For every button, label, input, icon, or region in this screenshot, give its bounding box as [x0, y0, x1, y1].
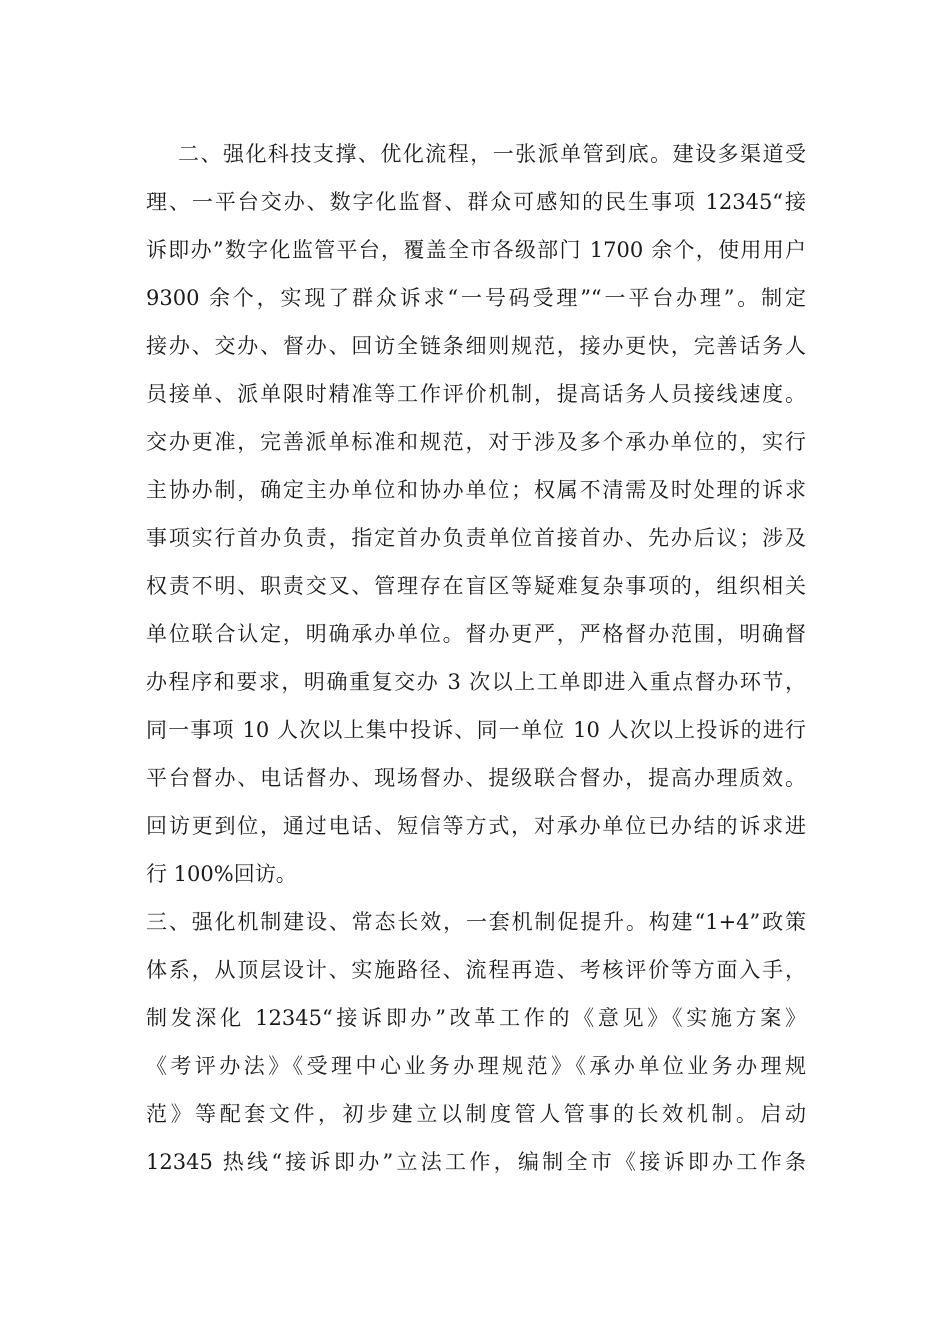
- paragraph-line: 9300 余个，实现了群众诉求“一号码受理”“一平台办理”。制定: [146, 286, 806, 310]
- paragraph-line: 12345 热线“接诉即办”立法工作，编制全市《接诉即办工作条: [146, 1150, 806, 1174]
- paragraph-line: 理、一平台交办、数字化监督、群众可感知的民生事项 12345“接: [146, 190, 806, 214]
- paragraph-line: 制发深化 12345“接诉即办”改革工作的《意见》《实施方案》: [146, 1006, 806, 1030]
- paragraph-line: 单位联合认定，明确承办单位。督办更严，严格督办范围，明确督: [146, 622, 806, 646]
- paragraph-3: [146, 898, 806, 1186]
- paragraph-line: 诉即办”数字化监管平台，覆盖全市各级部门 1700 余个，使用用户: [146, 238, 806, 262]
- paragraph-2: [146, 130, 806, 898]
- paragraph-line: 平台督办、电话督办、现场督办、提级联合督办，提高办理质效。: [146, 766, 806, 790]
- paragraph-line: 主协办制，确定主办单位和协办单位；权属不清需及时处理的诉求: [146, 478, 806, 502]
- paragraph-line: 《考评办法》《受理中心业务办理规范》《承办单位业务办理规: [146, 1054, 806, 1078]
- paragraph-line: 回访更到位，通过电话、短信等方式，对承办单位已办结的诉求进: [146, 814, 806, 838]
- paragraph-line: 办程序和要求，明确重复交办 3 次以上工单即进入重点督办环节，: [146, 670, 806, 694]
- document-body: [146, 130, 806, 1186]
- paragraph-line: 同一事项 10 人次以上集中投诉、同一单位 10 人次以上投诉的进行: [146, 718, 806, 742]
- paragraph-line: 事项实行首办负责，指定首办负责单位首接首办、先办后议；涉及: [146, 526, 806, 550]
- paragraph-line: 体系，从顶层设计、实施路径、流程再造、考核评价等方面入手，: [146, 958, 806, 982]
- paragraph-line: 员接单、派单限时精准等工作评价机制，提高话务人员接线速度。: [146, 382, 806, 406]
- paragraph-line: 接办、交办、督办、回访全链条细则规范，接办更快，完善话务人: [146, 334, 806, 358]
- paragraph-line: 三、强化机制建设、常态长效，一套机制促提升。构建“1+4”政策: [146, 910, 806, 934]
- paragraph-line: 交办更准，完善派单标准和规范，对于涉及多个承办单位的，实行: [146, 430, 806, 454]
- paragraph-line: 权责不明、职责交叉、管理存在盲区等疑难复杂事项的，组织相关: [146, 574, 806, 598]
- paragraph-line: 行 100%回访。: [146, 862, 297, 886]
- paragraph-line: 二、强化科技支撑、优化流程，一张派单管到底。建设多渠道受: [178, 142, 806, 166]
- paragraph-line: 范》等配套文件，初步建立以制度管人管事的长效机制。启动: [146, 1102, 806, 1126]
